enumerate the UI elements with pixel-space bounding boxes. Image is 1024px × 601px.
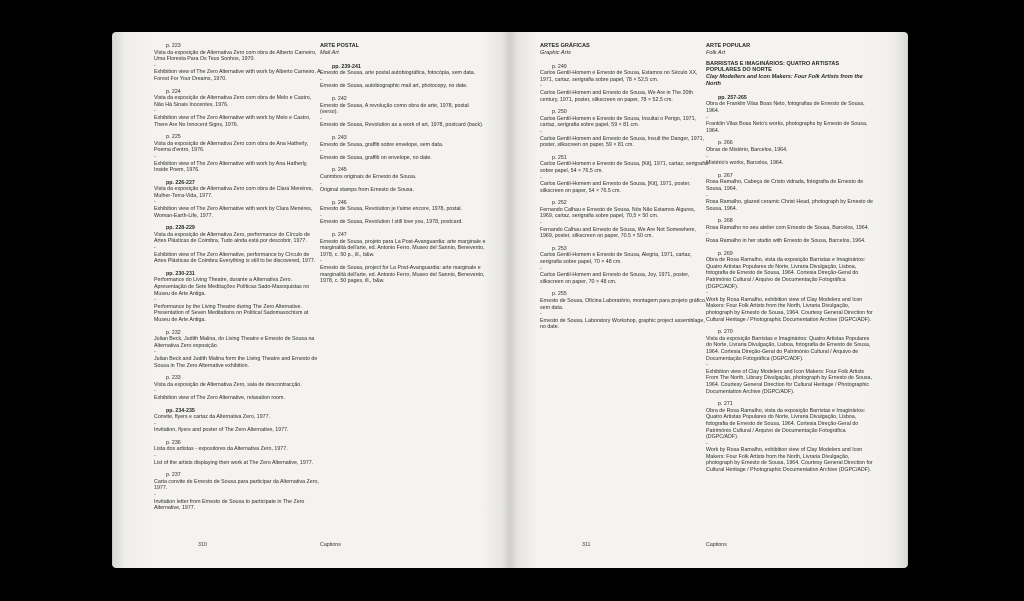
caption-text-pt: Vista da exposição de Alternativa Zero com obra de Melo e Castro, Não Há Sinais Inocentes, 1976.	[154, 95, 312, 108]
caption-text-en: Invitation, flyers and poster of The Zero Alternative, 1977.	[154, 427, 289, 434]
left-page	[112, 32, 510, 568]
caption-text-en: List of the artists displaying their work at The Zero Alternative, 1977.	[154, 459, 314, 466]
subsection-subheading: Clay Modellers and Icon Makers: Four Folk Artists from the North	[706, 74, 863, 87]
caption-text-en: Mistério's works, Barcelos, 1964.	[706, 160, 784, 167]
caption-page-ref: pp. 239-241	[332, 63, 361, 70]
caption-text-en: Ernesto de Sousa, autobiographic mail art, photocopy, no date.	[320, 83, 468, 90]
caption-entry	[706, 95, 874, 135]
caption-page-ref: p. 245	[332, 167, 347, 174]
caption-text-pt: Vista da exposição de Alternativa Zero, sala de descontracção.	[154, 381, 302, 388]
caption-entry	[540, 64, 708, 104]
caption-separator: -	[706, 153, 708, 160]
caption-separator: -	[154, 388, 156, 395]
caption-page-ref: pp. 230-231	[166, 270, 195, 277]
caption-text-en: Work by Rosa Ramalho, exhibition view of Clay Modelers and Icon Makers: Four Folk Artists from the North, Livraria Divulgação, photograph by Ernesto de Sousa, 1964. Courtesy General Direction for Cultural Heritage / Photographic Documentation Archive (DGPC/ADF).	[706, 447, 873, 474]
caption-separator: -	[154, 349, 156, 356]
section-subheading: Graphic Arts	[540, 49, 571, 56]
caption-entry	[320, 232, 488, 285]
caption-page-ref: pp. 226-227	[166, 179, 195, 186]
caption-text-en: Ernesto de Sousa, project for La Post-Avanguardia: arte marginale e marginalità dell'arte, ed. Antonio Ferro, Museo del Sannio, Benevento, 1978, c. 50 pages, ill., b&w.	[320, 265, 485, 285]
caption-entry	[706, 251, 874, 324]
caption-entry	[706, 401, 874, 474]
caption-text-pt: Ernesto de Sousa, Oficina Laboratório, montagem para projeto gráfico, sem data.	[540, 298, 707, 311]
caption-entry	[154, 375, 322, 401]
caption-separator: -	[154, 108, 156, 115]
caption-text-pt: Vista da exposição de Alternativa Zero com obra de Alberto Carneiro, Uma Floresta Para Os Teus Sonhos, 1970.	[154, 49, 317, 63]
caption-text-pt: Obra de Rosa Ramalho, vista da exposição Barristas e Imaginários: Quatro Artistas Populares do Norte, Livraria Divulgação, Lisboa, fotografia de Ernesto de Sousa, 1964. Cortesia Direção-Geral do Património Cultural / Arquivo de Documentação Fotográfica (DGPC/ADF).	[706, 407, 866, 441]
caption-entry	[154, 472, 322, 512]
caption-separator: -	[154, 245, 156, 252]
caption-text-pt: Carta convite de Ernesto de Sousa para participar da Alternativa Zero, 1977.	[154, 478, 319, 492]
caption-entry	[320, 200, 488, 226]
caption-separator: -	[154, 62, 156, 69]
caption-page-ref: p. 250	[552, 109, 567, 116]
caption-text-en: Carlos Gentil-Homem and Ernesto de Sousa, Insult the Danger, 1971, poster, silkscreen on paper, 59 × 81 cm.	[540, 135, 704, 149]
caption-text-en: Julian Beck and Judith Malina form the Living Theatre and Ernesto de Sousa in The Zero Alternative exhibition.	[154, 355, 318, 369]
section-subheading: Mail Art	[320, 49, 339, 56]
page-number-right: 311	[582, 542, 591, 548]
caption-page-ref: p. 225	[166, 134, 181, 141]
caption-text-en: Exhibition view of The Zero Alternative with work by Ana Hatherly, Inside Poem, 1976.	[154, 160, 308, 174]
caption-text-en: Exhibition view of The Zero Alternative, performance by Círculo de Artes Plásticas de Coimbra Everything is still to be discovered, 1977.	[154, 251, 316, 265]
caption-page-ref: p. 271	[718, 401, 733, 408]
caption-text-en: Exhibition view of The Zero Alternative with work by Alberto Carneiro, A Forest For Your Dreams, 1970.	[154, 69, 321, 82]
running-footer-left: Captions	[320, 542, 341, 548]
caption-text-pt: Obras de Mistério, Barcelos, 1964.	[706, 146, 788, 153]
caption-text-pt: Carlos Gentil-Homem e Ernesto de Sousa, Estamos no Século XX, 1971, cartaz, serigrafia sobre papel, 78 × 52,5 cm.	[540, 70, 698, 83]
caption-page-ref: p. 236	[166, 439, 181, 446]
caption-page-ref: p. 233	[166, 375, 181, 382]
caption-page-ref: p. 266	[718, 140, 733, 147]
caption-entry	[320, 135, 488, 161]
caption-text-en: Carlos Gentil-Homem and Ernesto de Sousa, [Kit], 1971, poster, silkscreen on paper, 54 × 76.5 cm.	[540, 181, 691, 194]
caption-text-en: Ernesto de Sousa, Revolution I still love you, 1978, postcard.	[320, 219, 463, 226]
caption-text-en: Ernesto de Sousa, graffiti on envelope, no date.	[320, 154, 432, 161]
right-caption-column-1	[540, 43, 708, 337]
caption-entry	[154, 225, 322, 265]
caption-entry	[320, 64, 488, 90]
caption-page-ref: p. 247	[332, 232, 347, 239]
caption-separator: -	[320, 148, 322, 155]
caption-page-ref: p. 246	[332, 199, 347, 206]
caption-text-pt: Performance do Living Theatre, durante a Alternativa Zero. Apresentação de Sete Meditações Políticas Sado-Masoquistas no Museu de Arte Antiga.	[154, 277, 310, 297]
caption-entry	[540, 155, 708, 195]
caption-text-pt: Fernando Calhau e Ernesto de Sousa, Nós Não Estamos Algures, 1969, cartaz, serigrafia sobre papel, 70,5 × 50 cm.	[540, 206, 696, 220]
page-number-left: 310	[198, 542, 207, 548]
caption-text-pt: Ernesto de Sousa, Revolution je t'aime encore, 1978, postal.	[320, 206, 463, 213]
caption-entry	[540, 246, 708, 286]
caption-text-pt: Carlos Gentil-Homem e Ernesto de Sousa, Alegria, 1971, cartaz, serigrafia sobre papel, 70 × 48 cm.	[540, 252, 692, 266]
caption-separator: -	[706, 114, 708, 121]
caption-page-ref: pp. 257-265	[718, 94, 747, 101]
caption-page-ref: pp. 234-235	[166, 407, 195, 414]
caption-text-pt: Convite, flyers e cartaz da Alternativa Zero, 1977.	[154, 414, 271, 421]
caption-text-pt: Julian Beck, Judith Malina, do Living Theatre e Ernesto de Sousa na Alternativa Zero exposição.	[154, 336, 315, 349]
caption-entry	[540, 291, 708, 331]
caption-separator: -	[540, 174, 542, 181]
caption-separator: -	[706, 231, 708, 238]
caption-entry	[706, 140, 874, 166]
caption-text-pt: Lista dos artistas - expositores da Alternativa Zero, 1977.	[154, 446, 288, 453]
caption-separator: -	[320, 212, 322, 219]
caption-text-en: Exhibition view of The Zero Alternative with work by Melo e Castro, There Are No Innocent Signs, 1976.	[154, 114, 311, 128]
caption-text-pt: Vista da exposição Barristas e Imaginários: Quatro Artistas Populares do Norte, Livraria Divulgação, Lisboa, fotografia de Ernesto de Sousa, 1964. Cortesia Direção-Geral do Património Cultural / Arquivo de Documentação Fotográfica (DGPC/ADF).	[706, 335, 871, 362]
caption-text-pt: Ernesto de Sousa, graffiti sobre envelope, sem data.	[320, 141, 444, 148]
caption-page-ref: p. 237	[166, 472, 181, 479]
caption-text-en: Rosa Ramalho, glazed ceramic Christ Head, photograph by Ernesto de Sousa, 1964.	[706, 199, 873, 212]
page-edges-right	[907, 40, 908, 564]
caption-text-pt: Carlos Gentil-Homem e Ernesto de Sousa, [Kit], 1971, cartaz, serigrafia sobre papel, 54 × 76,5 cm.	[540, 161, 708, 174]
caption-page-ref: pp. 228-229	[166, 225, 195, 232]
caption-separator: -	[706, 362, 708, 369]
caption-entry	[706, 218, 874, 244]
caption-text-pt: Carimbos originais de Ernesto de Sousa.	[320, 173, 417, 180]
running-footer-right: Captions	[706, 542, 727, 548]
caption-text-en: Exhibition view of The Zero Alternative, relaxation room.	[154, 394, 285, 401]
caption-page-ref: p. 251	[552, 154, 567, 161]
caption-text-en: Invitation letter from Ernesto de Sousa to participate in The Zero Alternative, 1977.	[154, 498, 305, 512]
caption-entry	[706, 173, 874, 213]
caption-text-en: Ernesto de Sousa, Revolution as a work of art, 1978, postcard (back).	[320, 122, 484, 129]
section-heading: ARTE POPULAR	[706, 43, 751, 49]
caption-page-ref: p. 249	[552, 63, 567, 70]
caption-separator: -	[540, 83, 542, 90]
caption-text-en: Performance by the Living Theatre during The Zero Alternative. Presentation of Seven Meditations on Political Sadomasochism at Museu de Arte Antiga.	[154, 303, 309, 323]
caption-entry	[540, 200, 708, 240]
caption-text-pt: Obra de Franklin Vilas Boas Neto, fotografias de Ernesto de Sousa, 1964.	[706, 101, 865, 114]
caption-separator: -	[540, 128, 542, 135]
caption-text-pt: Ernesto de Sousa, A revolução como obra de arte, 1978, postal (verso).	[320, 102, 469, 116]
caption-text-en: Fernando Calhau and Ernesto de Sousa, We Are Not Somewhere, 1969, poster, silkscreen on paper, 70.5 × 50 cm.	[540, 226, 696, 240]
caption-separator: -	[154, 420, 156, 427]
caption-page-ref: p. 252	[552, 200, 567, 207]
caption-separator: -	[540, 220, 542, 227]
caption-entry	[154, 43, 322, 83]
open-book	[112, 32, 908, 568]
caption-page-ref: p. 270	[718, 329, 733, 336]
caption-page-ref: p. 223	[166, 43, 181, 49]
caption-text-en: Ernesto de Sousa, Laboratory Workshop, graphic project assemblage, no date.	[540, 317, 705, 331]
caption-separator: -	[706, 290, 708, 297]
caption-separator: -	[540, 265, 542, 272]
caption-entry	[154, 180, 322, 220]
caption-text-pt: Vista da exposição de Alternativa Zero com obra de Ana Hatherly, Poema d'entro, 1976.	[154, 140, 309, 154]
left-caption-column-2	[320, 43, 488, 291]
section-heading: ARTE POSTAL	[320, 43, 360, 49]
caption-separator: -	[320, 258, 322, 265]
caption-separator: -	[154, 153, 156, 160]
caption-entry	[154, 330, 322, 370]
caption-page-ref: p. 267	[718, 172, 733, 179]
caption-text-en: Rosa Ramalho in her studio with Ernesto de Sousa, Barcelos, 1964.	[706, 238, 866, 245]
section-subheading: Folk Art	[706, 49, 726, 56]
caption-text-en: Exhibition view of The Zero Alternative with work by Clara Menéres, Woman-Earth-Life, 1977.	[154, 206, 313, 219]
caption-page-ref: p. 232	[166, 329, 181, 336]
caption-page-ref: p. 242	[332, 95, 347, 102]
section-heading: ARTES GRÁFICAS	[540, 43, 590, 49]
caption-separator: -	[320, 180, 322, 187]
caption-text-pt: Carlos Gentil-Homem e Ernesto de Sousa, Insultai o Perigo, 1971, cartaz, serigrafia sobre papel, 59 × 81 cm.	[540, 115, 697, 129]
caption-page-ref: p. 268	[718, 218, 733, 225]
caption-entry	[154, 408, 322, 434]
caption-separator: -	[320, 115, 322, 122]
caption-page-ref: p. 224	[166, 88, 181, 95]
caption-text-pt: Rosa Ramalho no seu atelier com Ernesto de Sousa, Barcelos, 1964.	[706, 224, 870, 231]
caption-text-pt: Rosa Ramalho, Cabeça de Cristo vidrada, fotografia de Ernesto de Sousa, 1964.	[706, 179, 864, 192]
caption-text-en: Original stamps from Ernesto de Sousa.	[320, 187, 414, 194]
caption-text-en: Exhibition view of Clay Modelers and Icon Makers: Four Folk Artists From The North, Library Divulgação, photograph by Ernesto de Sousa, 1964. Courtesy General Direction for Cultural Heritage / Photographic Documentation Archive (DGPC/ADF).	[706, 368, 872, 395]
caption-text-en: Carlos Gentil-Homem and Ernesto de Sousa, Joy, 1971, poster, silkscreen on paper, 70 × 48 cm.	[540, 272, 690, 285]
caption-entry	[154, 89, 322, 129]
caption-text-pt: Ernesto de Sousa, arte postal autobiográfica, fotocópia, sem data.	[320, 70, 476, 77]
caption-separator: -	[154, 297, 156, 304]
caption-text-en: Carlos Gentil-Homem and Ernesto de Sousa, We Are in The 20th century, 1971, poster, silkscreen on paper, 78 × 52.5 cm.	[540, 89, 693, 103]
caption-separator: -	[540, 311, 542, 318]
caption-text-pt: Vista da exposição de Alternativa Zero com obra de Clara Menéres, Mulher-Terra-Vida, 1977.	[154, 186, 313, 199]
caption-page-ref: p. 243	[332, 134, 347, 141]
caption-entry	[154, 271, 322, 324]
right-page	[510, 32, 908, 568]
caption-entry	[154, 440, 322, 466]
caption-text-pt: Vista da exposição de Alternativa Zero, performance do Círculo de Artes Plásticas de Coimbra, Tudo ainda está por descobrir, 1977.	[154, 231, 310, 245]
caption-text-en: Work by Rosa Ramalho, exhibition view of Clay Modelers and Icon Makers: Four Folk Artists from the North, Livraria Divulgação, photograph by Ernesto de Sousa, 1964. Courtesy General Direction for Cultural Heritage / Photographic Documentation Archive (DGPC/ADF).	[706, 296, 873, 323]
caption-page-ref: p. 255	[552, 291, 567, 298]
subsection-heading: BARRISTAS E IMAGINÁRIOS: QUATRO ARTISTAS POPULARES DO NORTE	[706, 60, 840, 74]
caption-separator: -	[706, 440, 708, 447]
right-caption-column-2	[706, 43, 874, 480]
caption-entry	[320, 96, 488, 129]
caption-separator: -	[154, 199, 156, 206]
caption-text-pt: Obra de Rosa Ramalho, vista da exposição Barristas e Imaginários: Quatro Artistas Populares do Norte, Livraria Divulgação, Lisboa, fotografia de Ernesto de Sousa, 1964. Cortesia Direção-Geral do Património Cultural / Arquivo de Documentação Fotográfica (DGPC/ADF).	[706, 257, 866, 290]
caption-separator: -	[320, 76, 322, 83]
caption-separator: -	[154, 492, 156, 499]
caption-separator: -	[154, 453, 156, 460]
caption-entry	[706, 329, 874, 395]
caption-entry	[154, 134, 322, 174]
caption-page-ref: p. 269	[718, 250, 733, 257]
left-caption-column-1	[154, 43, 322, 518]
page-edges-left	[112, 40, 113, 564]
caption-text-pt: Ernesto de Sousa, projeto para La Post-Avanguardia: arte marginale e marginalità dell'arte, ed. Antonio Ferro, Museo del Sannio, Benevento, 1978, c. 50 p., ill., b&w.	[320, 238, 486, 258]
caption-separator: -	[706, 192, 708, 199]
caption-entry	[320, 167, 488, 193]
caption-page-ref: p. 253	[552, 245, 567, 252]
caption-entry	[540, 109, 708, 149]
caption-text-en: Franklin Vilas Boas Neto's works, photographs by Ernesto de Sousa, 1964.	[706, 121, 868, 134]
